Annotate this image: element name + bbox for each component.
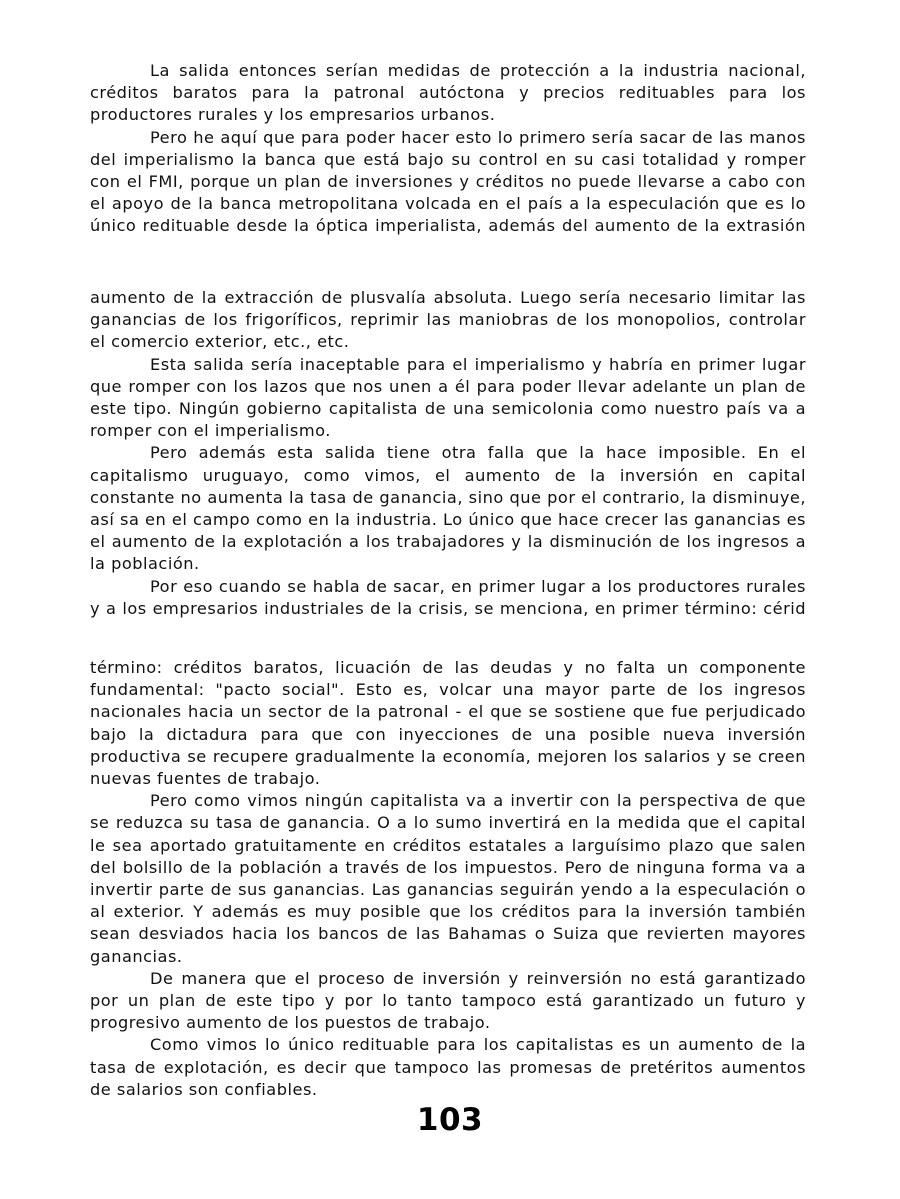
page-number: 103 (416, 1102, 484, 1138)
text-section-2 (90, 287, 806, 620)
paragraph-6: Por eso cuando se habla de sacar, en primer lugar a los productores rurales y a los empresarios industriales de la crisis, se menciona, en primer término: cérid (90, 576, 806, 618)
paragraph-1: La salida entonces serían medidas de protección a la industria nacional, créditos baratos para la patronal autóctona y precios redituables para los productores rurales y los empresarios urbanos. (90, 61, 806, 125)
paragraph-2: Pero he aquí que para poder hacer esto lo primero sería sacar de las manos del imperialismo la banca que está bajo su control en su casi totalidad y romper con el FMI, porque un plan de inversiones y créditos no puede llevarse a cabo con el apoyo de la banca metropolitana volcada en el país a la especulación que es lo único redituable desde la óptica imperialista, además del aumento de la extrasión (90, 127, 806, 236)
paragraph-7: término: créditos baratos, licuación de las deudas y no falta un componente fundamental: "pacto social". Esto es, volcar una mayor parte de los ingresos nacionales hacia un sector de la patronal - el que se sostiene que fue perjudicado bajo la dictadura para que con inyecciones de una posible nueva inversión productiva se recupere gradualmente la economía, mejoren los salarios y se creen nuevas fuentes de trabajo. (90, 658, 806, 789)
text-section-1 (90, 60, 806, 238)
paragraph-9: De manera que el proceso de inversión y reinversión no está garantizado por un plan de este tipo y por lo tanto tampoco está garantizado un futuro y progresivo aumento de los puestos de trabajo. (90, 968, 806, 1033)
text-section-3 (90, 657, 806, 1101)
paragraph-3: aumento de la extracción de plusvalía absoluta. Luego sería necesario limitar las ganancias de los frigoríficos, reprimir las maniobras de los monopolios, controlar el comercio exterior, etc., etc. (90, 288, 806, 352)
paragraph-10: Como vimos lo único redituable para los capitalistas es un aumento de la tasa de explotación, es decir que tampoco las promesas de pretéritos aumentos de salarios son confiables. (90, 1035, 806, 1099)
paragraph-5: Pero además esta salida tiene otra falla que la hace imposible. En el capitalismo uruguayo, como vimos, el aumento de la inversión en capital constante no aumenta la tasa de ganancia, sino que por el contrario, la disminuye, así sa en el campo como en la industria. Lo único que hace crecer las ganancias es el aumento de la explotación a los trabajadores y la disminución de los ingresos a la población. (90, 443, 806, 574)
paragraph-8: Pero como vimos ningún capitalista va a invertir con la perspectiva de que se reduzca su tasa de ganancia. O a lo sumo invertirá en la medida que el capital le sea aportado gratuitamente en créditos estatales a larguísimo plazo que salen del bolsillo de la población a través de los impuestos. Pero de ninguna forma va a invertir parte de sus ganancias. Las ganancias seguirán yendo a la especulación o al exterior. Y además es muy posible que los créditos para la inversión también sean desviados hacia los bancos de las Bahamas o Suiza que revierten mayores ganancias. (90, 791, 806, 966)
paragraph-4: Esta salida sería inaceptable para el imperialismo y habría en primer lugar que romper con los lazos que nos unen a él para poder llevar adelante un plan de este tipo. Ningún gobierno capitalista de una semicolonia como nuestro país va a romper con el imperialismo. (90, 354, 806, 441)
